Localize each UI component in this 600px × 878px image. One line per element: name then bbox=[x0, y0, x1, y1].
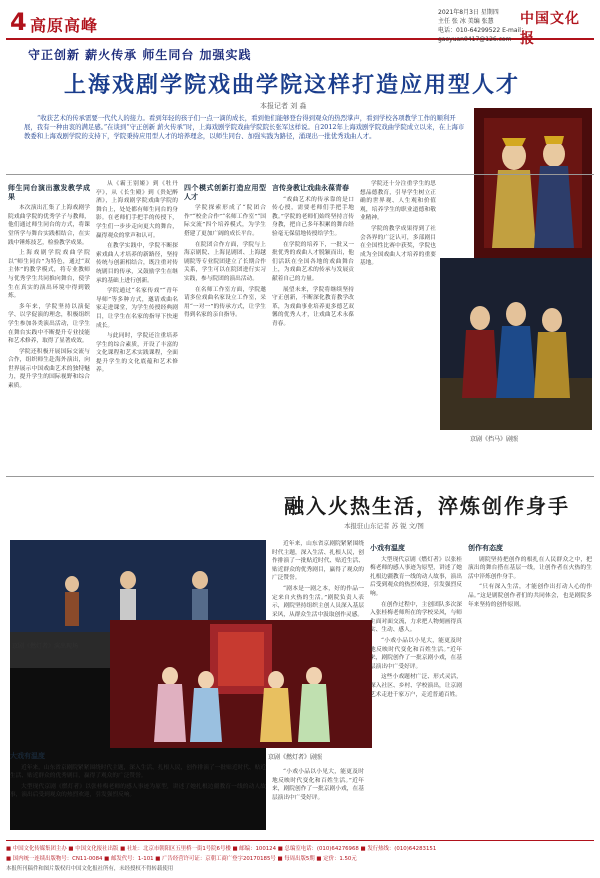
article2-column-2 bbox=[370, 540, 462, 830]
article1-subhead-1: 师生同台演出激发教学成果 bbox=[8, 183, 90, 201]
paragraph: 在学院的培养下，一批又一批优秀的戏曲人才脱颖而出，他们活跃在全国各地的戏曲舞台上，为戏曲艺术的传承与发展贡献着自己的力量。 bbox=[272, 241, 354, 282]
footer-publisher-line: ■ 中国文化传媒集团主办 ■ 中国文化报社出版 ■ 社址：北京市朝阳区五里桥一街1号院6号楼 ■ 邮编：100124 ■ 总编室电话：(010)64276968 ■ 发行热线：(010)64283151 bbox=[6, 846, 437, 852]
opera-photo-side bbox=[440, 258, 592, 430]
article2-subhead-2: 小戏有温度 bbox=[370, 543, 405, 552]
paragraph: 在创作过程中，主创团队多次深入张桂梅老师所在的学校采风，与师生面对面交流，力求把人物刻画得真实、生动、感人。 bbox=[370, 601, 462, 634]
opera-performers-image bbox=[474, 108, 592, 258]
opera-stage-image bbox=[110, 620, 372, 748]
article2-column-3 bbox=[468, 540, 592, 830]
paragraph: 学院还十分注重学生的思想品德教育，引导学生树立正确的世界观、人生观和价值观，培养学生的职业道德和敬业精神。 bbox=[360, 181, 436, 222]
article2-subhead-1: 大戏有温度 bbox=[10, 751, 45, 760]
page-footer bbox=[6, 840, 594, 874]
article2-subhead-3: 创作有态度 bbox=[468, 543, 503, 552]
paragraph: 学院通过“名家传戏”“青年导师”等多种方式，邀请戏曲名家走进课堂，为学生传授经典剧目，让学生在名家的指导下快速成长。 bbox=[96, 288, 178, 329]
paragraph: 在院团合作方面，学院与上海京剧院、上海昆剧团、上海越剧院等专业院团建立了长期合作关系，学生可以在院团进行实习实践，参与院团的演出活动。 bbox=[184, 241, 266, 282]
paragraph: 从《霸王别姬》到《牡丹亭》，从《长生殿》到《贵妃醉酒》，上海戏剧学院戏曲学院的舞台上，处处都有师生同台的身影。在老师们手把手的传授下，学生们一步步走向更大的舞台，赢得观众的掌声和认可。 bbox=[96, 181, 178, 239]
section-title: 高原高峰 bbox=[30, 16, 99, 35]
article1-headline: 上海戏剧学院戏曲学院这样打造应用型人才 bbox=[64, 72, 521, 98]
paragraph: 本次演出汇集了上海戏剧学院戏曲学院的优秀学子与教师，他们通过师生同台的方式，将课堂所学与舞台实践相结合，在实践中锤炼技艺，检验教学成果。 bbox=[8, 205, 90, 246]
masthead-logo: 中国文化报 bbox=[520, 11, 580, 47]
paragraph: 在名师工作室方面，学院邀请多位戏曲名家设立工作室，采用“一对一”的传承方式，让学生得到名家的亲自指导。 bbox=[184, 286, 266, 319]
editor-line: 主任 张 冰 美编 张慧 bbox=[438, 18, 494, 25]
article1-column-4 bbox=[272, 180, 354, 470]
article1-column-1 bbox=[8, 180, 90, 470]
paragraph: “剧本是一剧之本，好的作品一定来自火热的生活。”剧院负责人表示，剧院坚持组织主创人员深入基层采风，从群众生活中汲取创作灵感。 bbox=[272, 585, 364, 618]
paragraph: 剧院坚持把创作的根扎在人民群众之中，把演出的舞台搭在基层一线，让创作者在火热的生活中淬炼创作身手。 bbox=[468, 556, 592, 580]
paragraph: 近年来，山东省京剧院紧紧围绕时代主题，深入生活、扎根人民，创作排演了一批贴近时代、贴近生活、贴近群众的优秀剧目，赢得了观众的广泛赞誉。 bbox=[272, 541, 364, 582]
caption-side: 京剧《挡马》剧照 bbox=[470, 436, 519, 443]
footer-license-line: ■ 国内统一连续出版物号：CN11-0084 ■ 邮发代号：1-101 ■ 广告经营许可证：京朝工商广登字20170185号 ■ 每周出版5期 ■ 定价：1.50元 bbox=[6, 856, 357, 862]
article1-lede: “收获艺术的传承需要一代代人的接力。看到年轻的孩子们一点一滴的成长，看到他们能够登台得到观众的热烈掌声，看到学校各项教学工作的顺利开展，我有一种由衷的满足感。”在谈到“守正创新 薪火传承”时，上海戏剧学院戏曲学院院长张军这样说。自2012年上海戏剧学院戏曲学院成立以来，在上海市教委和上海戏剧学院的支持下，学院秉持应用型人才的培养理念，以师生同台、加强实践为路径，涌现出一批优秀戏曲人才。 bbox=[24, 114, 465, 140]
opera-photo-mid bbox=[110, 620, 372, 748]
paragraph: 这些小戏题材广泛、形式灵活，深入社区、乡村、学校演出，让京剧艺术走进千家万户，走近普通百姓。 bbox=[370, 674, 462, 698]
page-number: 4 bbox=[10, 8, 27, 36]
opera-photo-top bbox=[474, 108, 592, 258]
paragraph: 与此同时，学院还注重培养学生的综合素质，开设了丰富的文化课程和艺术实践课程，全面提升学生的文化底蕴和艺术修养。 bbox=[96, 333, 178, 374]
article1-top-rule bbox=[6, 174, 594, 175]
paragraph: “只有深入生活，才能创作出打动人心的作品。”这是剧院创作者们的共同体会，也是剧院多年来坚持的创作原则。 bbox=[468, 584, 592, 608]
paragraph: 近年来，山东省京剧院紧紧围绕时代主题，深入生活、扎根人民，创作排演了一批贴近时代、贴近生活、贴近群众的优秀剧目，赢得了观众的广泛赞誉。 bbox=[10, 764, 266, 780]
article1-subhead-3: 言传身教让戏曲永葆青春 bbox=[272, 183, 349, 192]
article2-column-1 bbox=[272, 540, 364, 620]
article1-subhead-2: 四个模式创新打造应用型人才 bbox=[184, 183, 266, 201]
contact-line: 电话：010-64299522 E-mail：gaoyuan0417@126.com bbox=[438, 27, 527, 43]
article1-column-2 bbox=[96, 180, 178, 470]
paragraph: 在教学实践中，学院不断探索戏曲人才培养的新路径，坚持传统与创新相结合，既注重对传统剧目的传承，又鼓励学生在继承的基础上进行创新。 bbox=[96, 243, 178, 284]
article2-column-4 bbox=[272, 768, 364, 834]
opera-group-image bbox=[440, 258, 592, 430]
page-header bbox=[6, 6, 594, 47]
paragraph: “戏曲艺术的传承靠的是口传心授，需要老师们手把手地教。”学院的老师们始终坚持言传身教，把自己多年积累的舞台经验毫无保留地传授给学生。 bbox=[272, 196, 354, 237]
paragraph: 上海戏剧学院戏曲学院以“师生同台”为特色，通过“双主体”的教学模式，将专业教师与优秀学生共同推向舞台，使学生在真实的演出环境中得到锻炼。 bbox=[8, 250, 90, 300]
article2-column-bottom bbox=[10, 748, 266, 834]
article-divider bbox=[6, 476, 594, 477]
article1-column-5 bbox=[360, 180, 436, 470]
caption-bottom: 京剧《燃灯者》演出现场 bbox=[12, 643, 79, 650]
article1-column-3 bbox=[184, 180, 266, 470]
paragraph: 大型现代京剧《燃灯者》以张桂梅老师的感人事迹为原型，讲述了她扎根边疆教育一线的动人故事，演出后受到观众的热烈欢迎，引发强烈反响。 bbox=[10, 783, 266, 799]
caption-mid: 京剧《燃灯者》剧照 bbox=[268, 754, 323, 761]
article2-byline: 本报驻山东记者 苏 锐 文/图 bbox=[344, 522, 424, 530]
paragraph: 大型现代京剧《燃灯者》以张桂梅老师的感人事迹为原型，讲述了她扎根边疆教育一线的动人故事，演出后受到观众的热烈欢迎，引发强烈反响。 bbox=[370, 556, 462, 597]
paragraph: 学院探索形成了“院团合作”“校企合作”“名师工作室”“国际交流”四个培养模式，为学生搭建了更加广阔的成长平台。 bbox=[184, 205, 266, 237]
article1-byline: 本报记者 刘 淼 bbox=[260, 102, 307, 110]
paragraph: 学院还积极开展国际交流与合作，组织师生赴海外演出，向世界展示中国戏曲艺术的独特魅力，提升学生的国际视野和综合素质。 bbox=[8, 348, 90, 390]
paragraph: 学院的教学成果得到了社会各界的广泛认可，多部剧目在全国性比赛中获奖，学院也成为全国戏曲人才培养的重要基地。 bbox=[360, 225, 436, 267]
article2-headline: 融入火热生活，淬炼创作身手 bbox=[284, 494, 570, 518]
footer-copyright-line: 本报所刊稿件和图片版权归中国文化报社所有，未经授权不得转载使用 bbox=[6, 866, 174, 872]
paragraph: 展望未来，学院将继续坚持守正创新，不断深化教育教学改革，为戏曲事业培养更多德艺双馨的优秀人才，让戏曲艺术永葆青春。 bbox=[272, 286, 354, 327]
paragraph: “小戏小品以小见大，能更及时地反映时代变化和百姓生活。”近年来，剧院创作了一批京剧小戏，在基层演出中广受好评。 bbox=[370, 637, 462, 670]
paragraph: 多年来，学院坚持以演促学、以学促演的理念，积极组织学生参加各类演出活动，让学生在舞台实践中不断提升专业技能和艺术修养，取得了显著成效。 bbox=[8, 303, 90, 345]
article1-slogan: 守正创新 薪火传承 师生同台 加强实践 bbox=[28, 48, 252, 62]
issue-date: 2021年8月3日 星期四 bbox=[438, 9, 499, 16]
paragraph: “小戏小品以小见大，能更及时地反映时代变化和百姓生活。”近年来，剧院创作了一批京剧小戏，在基层演出中广受好评。 bbox=[272, 769, 364, 801]
